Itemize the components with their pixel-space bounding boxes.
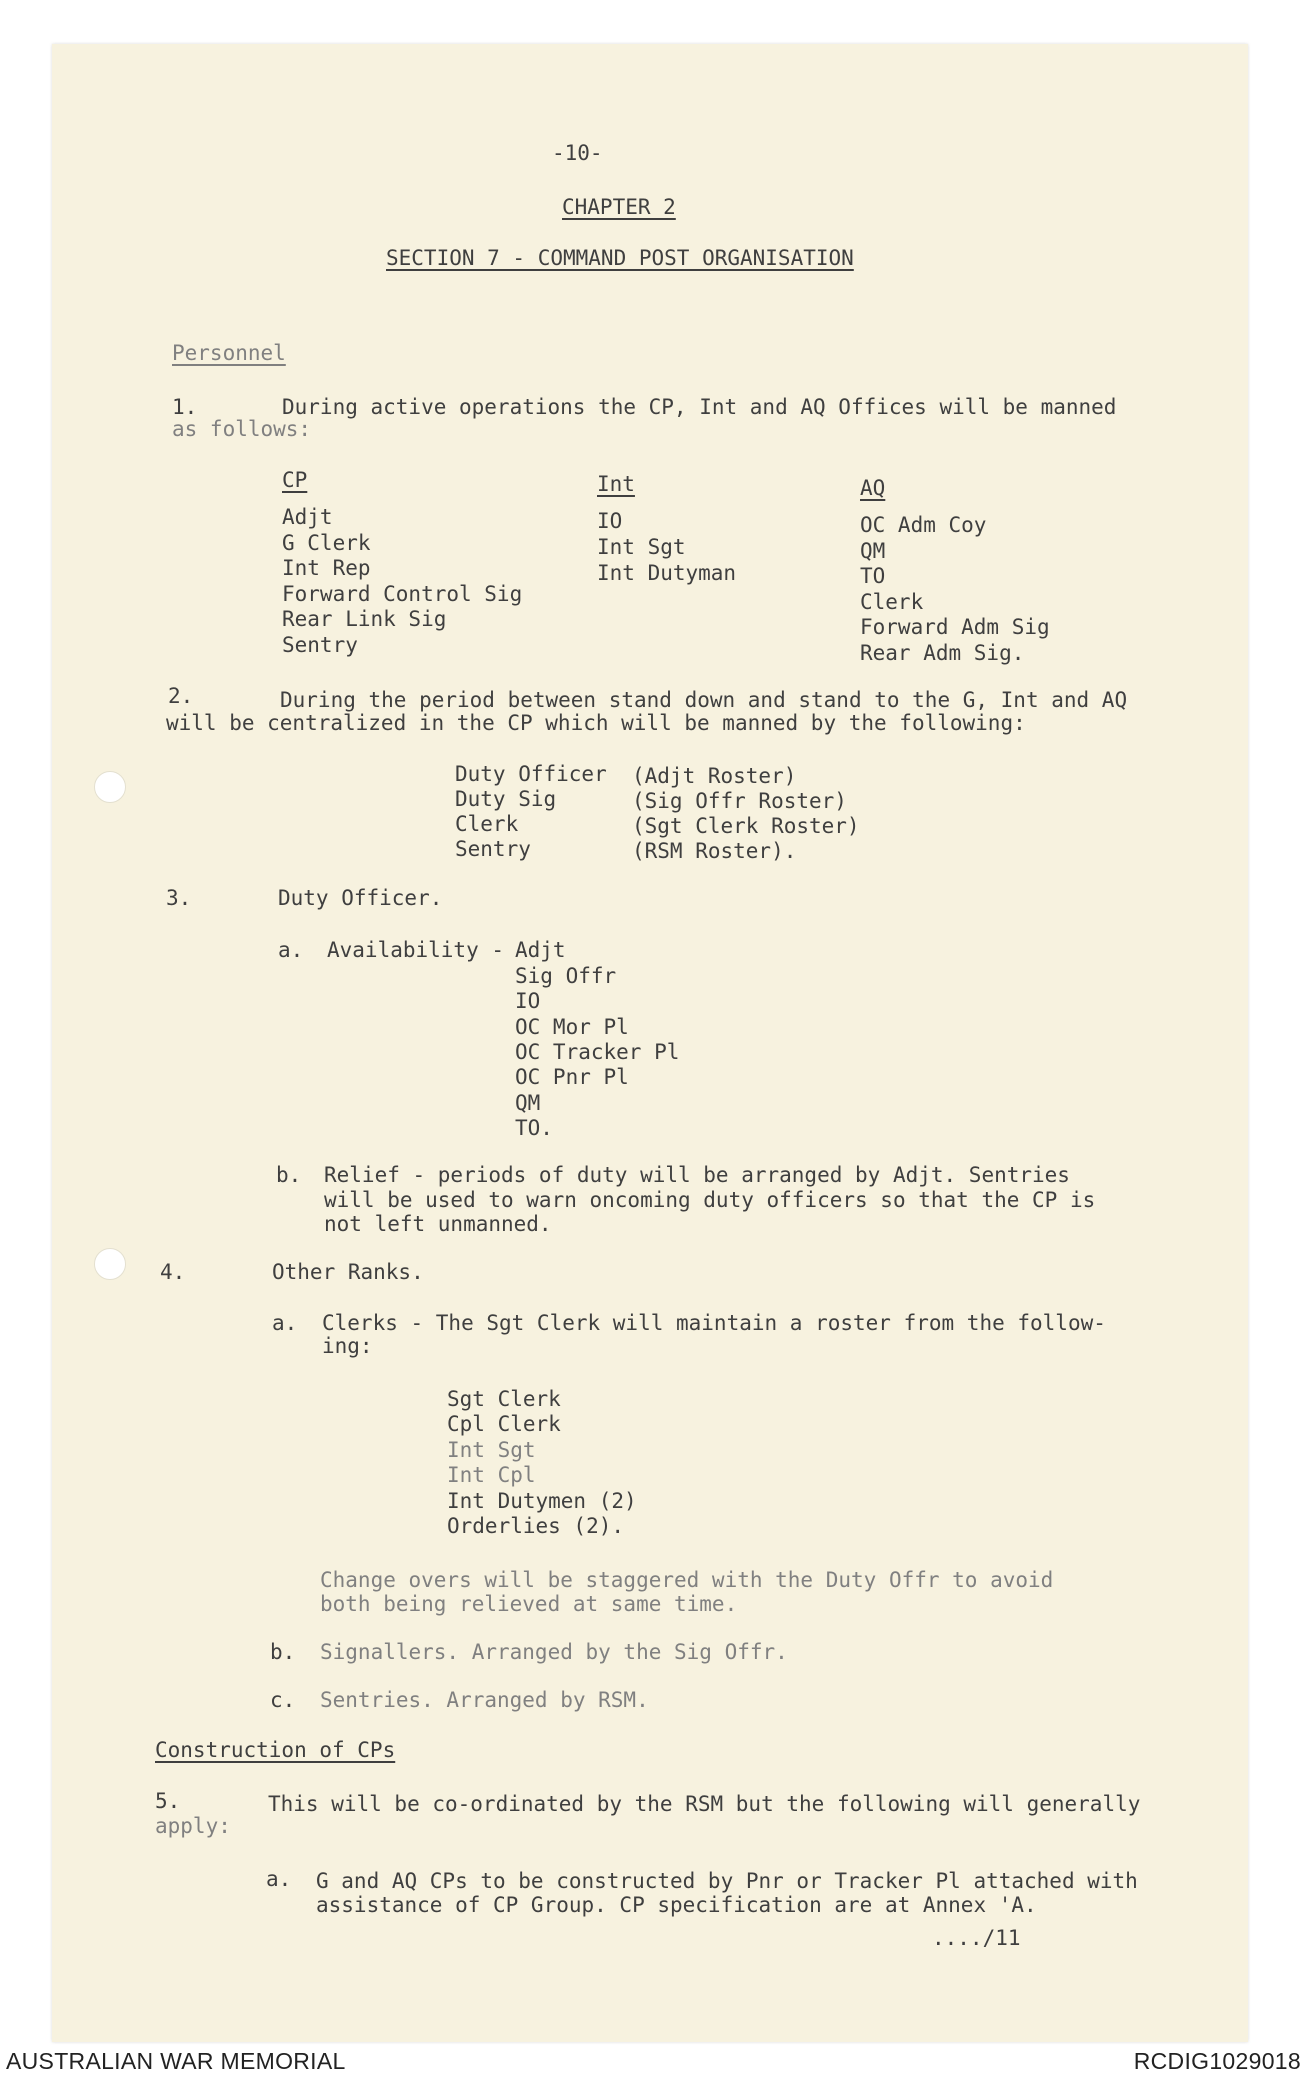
roster-item: Cpl Clerk [447,1412,561,1436]
para-3-number: 3. [166,886,192,910]
para-1-line-1: During active operations the CP, Int and AQ Offices will be manned [282,395,1117,419]
para-1-line-2: as follows: [172,417,312,441]
cp-item: Sentry [282,633,358,657]
footer-identifier: RCDIG1029018 [1133,2048,1301,2074]
availability-item: IO [515,989,541,1013]
para-4a-line: Clerks - The Sgt Clerk will maintain a roster from the follow- [322,1311,1106,1335]
para-3b-line: Relief - periods of duty will be arranged by Adjt. Sentries [324,1163,1070,1187]
para-3b-line: will be used to warn oncoming duty officers so that the CP is [324,1188,1096,1212]
int-item: IO [597,509,623,533]
cp-item: Adjt [282,505,333,529]
aq-item: TO [860,564,886,588]
para-5a-line: G and AQ CPs to be constructed by Pnr or Tracker Pl attached with [316,1869,1138,1893]
para-5-line-2: apply: [155,1814,231,1838]
column-header-cp: CP [282,468,308,492]
para-2-number: 2. [168,684,194,708]
para-5a-label: a. [266,1867,292,1891]
aq-item: OC Adm Coy [860,513,987,537]
cp-item: Rear Link Sig [282,607,447,631]
para-5a-line: assistance of CP Group. CP specification are at Annex 'A. [316,1893,1037,1917]
column-header-aq: AQ [860,476,886,500]
para-4-number: 4. [160,1260,186,1284]
para-2-line-2: will be centralized in the CP which will be manned by the following: [166,711,1026,735]
changeover-line: Change overs will be staggered with the Duty Offr to avoid [320,1568,1054,1592]
cp-item: Forward Control Sig [282,582,523,606]
para-3a-label: a. [278,938,304,962]
para-3b-label: b. [276,1163,302,1187]
duty-role: Duty Sig [455,787,557,811]
aq-item: Rear Adm Sig. [860,641,1025,665]
availability-item: Adjt [515,938,566,962]
int-item: Int Sgt [597,535,686,559]
para-3-title: Duty Officer. [278,886,443,910]
footer-institution: AUSTRALIAN WAR MEMORIAL [6,2048,346,2074]
punch-hole-bottom [94,1248,126,1280]
aq-item: QM [860,539,886,563]
continuation-marker: ..../11 [932,1926,1021,1950]
duty-roster: (Sgt Clerk Roster) [632,814,860,838]
roster-item: Int Sgt [447,1438,536,1462]
duty-role: Clerk [455,812,519,836]
availability-item: TO. [515,1116,553,1140]
para-4-title: Other Ranks. [272,1260,424,1284]
int-item: Int Dutyman [597,561,737,585]
para-4a-line: ing: [322,1334,373,1358]
chapter-title: CHAPTER 2 [562,195,676,219]
roster-item: Int Dutymen (2) [447,1489,637,1513]
personnel-heading: Personnel [172,341,286,365]
availability-item: OC Pnr Pl [515,1065,629,1089]
roster-item: Sgt Clerk [447,1387,561,1411]
cp-item: Int Rep [282,556,371,580]
para-3b-line: not left unmanned. [324,1212,552,1236]
cp-item: G Clerk [282,531,371,555]
para-5-line-1: This will be co-ordinated by the RSM but the following will generally [268,1792,1141,1816]
availability-item: OC Tracker Pl [515,1040,680,1064]
duty-role: Sentry [455,837,531,861]
duty-role: Duty Officer [455,762,607,786]
construction-heading: Construction of CPs [155,1738,396,1762]
roster-item: Int Cpl [447,1463,536,1487]
para-4a-label: a. [272,1311,298,1335]
changeover-line: both being relieved at same time. [320,1592,738,1616]
column-header-int: Int [597,472,635,496]
availability-item: QM [515,1091,541,1115]
para-1-number: 1. [172,395,198,419]
availability-item: Sig Offr [515,964,617,988]
punch-hole-top [94,771,126,803]
para-4c-label: c. [270,1688,296,1712]
para-4b-text: Signallers. Arranged by the Sig Offr. [320,1640,788,1664]
page-number: -10- [552,141,603,165]
aq-item: Clerk [860,590,924,614]
duty-roster: (Sig Offr Roster) [632,789,847,813]
para-3a-text: Availability - [327,938,505,962]
para-2-line-1: During the period between stand down and stand to the G, Int and AQ [280,688,1128,712]
para-4c-text: Sentries. Arranged by RSM. [320,1688,649,1712]
availability-item: OC Mor Pl [515,1015,629,1039]
aq-item: Forward Adm Sig [860,615,1050,639]
duty-roster: (RSM Roster). [632,839,797,863]
para-4b-label: b. [270,1640,296,1664]
duty-roster: (Adjt Roster) [632,764,797,788]
roster-item: Orderlies (2). [447,1514,625,1538]
para-5-number: 5. [155,1789,181,1813]
section-title: SECTION 7 - COMMAND POST ORGANISATION [386,246,854,270]
